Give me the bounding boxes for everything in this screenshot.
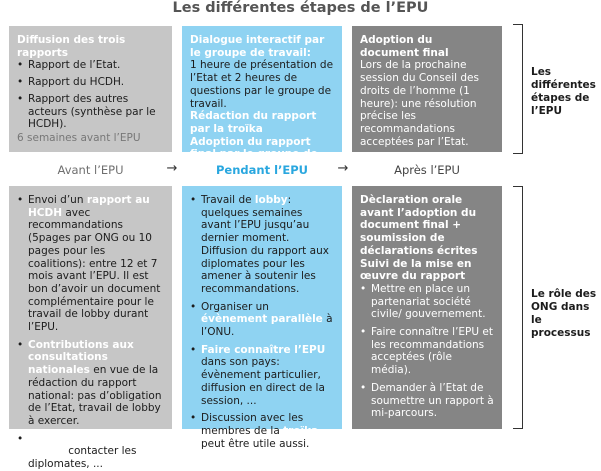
list-item: • Faire connaître l’EPU et les recommandations acceptées (rôle média). [360,326,494,377]
box-subheading: Rédaction du rapport par la troïka [190,110,317,135]
list-item: • Organiser un évènement parallèle à l’ONU. [190,301,334,339]
side-label-steps: Les différentes étapes de l’EPU [531,66,596,117]
list-item: • Rapport des autres acteurs (synthèse par le HCDH). [17,93,164,131]
phase-after: Après l’EPU [394,163,460,177]
timing-note: 6 semaines avant l’EPU [17,131,141,144]
list-item: • Faire connaître l’EPU dans son pays: évènement particulier, diffusion en direct de la session, ... [190,344,334,408]
box-heading: Diffusion des trois rapports [17,34,126,59]
page-title: Les différentes étapes de l’EPU [172,0,429,16]
box-adoption [352,26,502,152]
list-item: • Discussion avec les membres de la troïka peut être utile aussi. [190,412,334,450]
box-subheading: Suivi de la mise en œuvre du rapport [360,257,472,283]
phase-before: Avant l’EPU [57,163,124,177]
list-item: • Rapport du HCDH. [17,76,164,89]
report-list [17,59,164,131]
arrow-right-icon: → [337,161,349,176]
box-heading: Adoption du document final [360,34,449,59]
bracket-bottom [513,186,523,429]
arrow-right-icon: → [166,161,178,176]
list-item: • Début du travail de lobby: contacter les diplomates, ... [17,433,164,471]
before-list [17,194,164,471]
list-item: • Travail de lobby: quelques semaines avant l’EPU jusqu’au dernier moment. Diffusion du rapport aux diplomates pour les amener à soutenir les recommandations. [190,194,334,296]
list-item: • Envoi d’un rapport au HCDH avec recommandations (5pages par ONG ou 10 pages pour les coalitions): entre 12 et 7 mois avant l’EPU. Il est bon d’avoir un document complémentaire pour le travail de lobby durant l’EPU. [17,194,164,334]
list-item: • Rapport de l’Etat. [17,59,164,72]
box-diffusion [9,26,172,152]
phase-during: Pendant l’EPU [215,163,309,177]
side-label-role: Le rôle des ONG dans le processus [531,288,597,339]
box-heading: Dialogue interactif par le groupe de travail: [190,34,325,59]
list-item: • Demander à l’Etat de soumettre un rapport à mi-parcours. [360,382,494,420]
box-during-epu [182,186,342,450]
during-list [190,194,334,450]
bracket-top [513,24,523,154]
box-after-epu [352,186,502,429]
box-text: 1 heure de présentation de l’Etat et 2 heures de questions par le groupe de travail. [190,59,334,110]
box-before-epu [9,186,172,471]
list-item: • Contributions aux consultations nationales en vue de la rédaction du rapport national: pas d’obligation de l’Etat, travail de lobby à exercer. [17,339,164,428]
after-list [360,283,494,420]
box-heading: Dèclaration orale avant l’adoption du document final + soumission de déclarations écrites [360,194,478,257]
box-subheading: Adoption du rapport final par le groupe de travail [190,135,318,174]
box-text: Lors de la prochaine session du Conseil des droits de l’homme (1 heure): une résolution précise les recommandations acceptées par l’Etat. [360,59,479,148]
list-item: • Mettre en place un partenariat société civile/ gouvernement. [360,283,494,321]
